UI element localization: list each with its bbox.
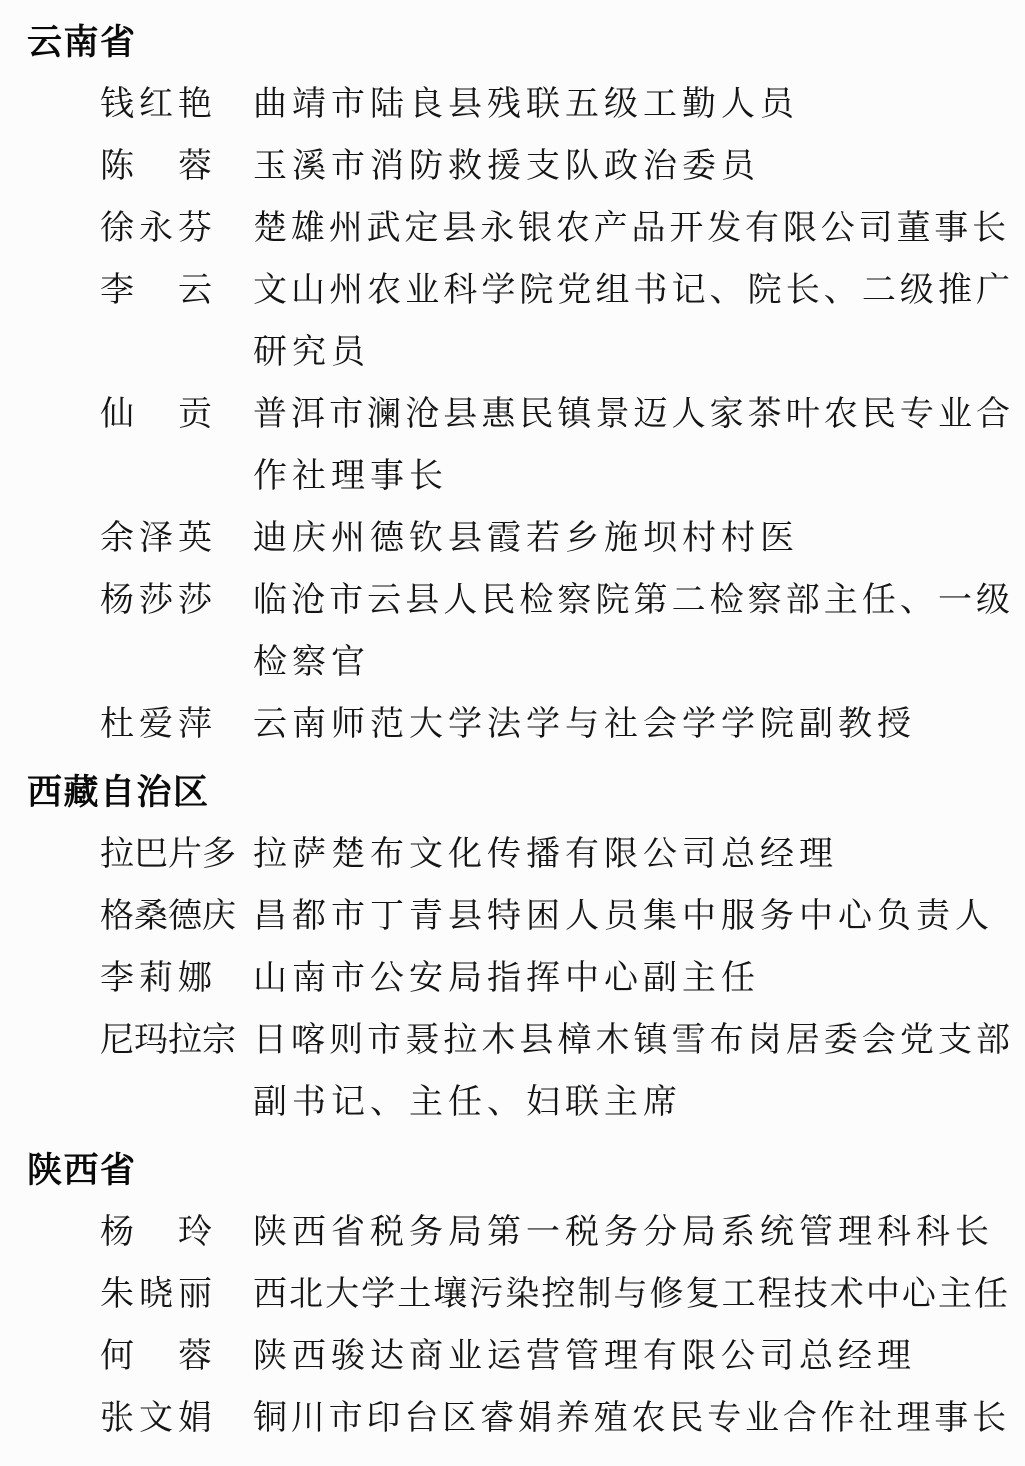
person-title bbox=[253, 198, 1010, 260]
person-name-char: 玲 bbox=[178, 1214, 212, 1251]
person-name-char: 蓉 bbox=[178, 1338, 212, 1375]
person-title bbox=[253, 948, 1010, 1010]
person-name-char: 拉 bbox=[100, 836, 134, 873]
person-title-line: 云南师范大学法学与社会学学院副教授 bbox=[253, 706, 916, 743]
person-name-char: 英 bbox=[178, 520, 212, 557]
person-title-line: 楚雄州武定县永银农产品开发有限公司董事长 bbox=[253, 210, 1010, 247]
roster-row bbox=[100, 198, 1025, 260]
person-name-char: 文 bbox=[139, 1400, 173, 1437]
person-title-line: 副书记、主任、妇联主席 bbox=[253, 1084, 682, 1121]
person-name-char: 莎 bbox=[178, 582, 212, 619]
person-name-char: 蓉 bbox=[178, 148, 212, 185]
person-title bbox=[253, 1202, 1010, 1264]
person-name-char: 泽 bbox=[139, 520, 173, 557]
person-title-line: 研究员 bbox=[253, 334, 370, 371]
person-name-char: 拉 bbox=[168, 1022, 202, 1059]
person-name-char: 庆 bbox=[202, 898, 236, 935]
person-title-line: 作社理事长 bbox=[253, 458, 448, 495]
roster-row bbox=[100, 1202, 1025, 1264]
province-header: 云南省 bbox=[27, 23, 137, 62]
person-title-line: 昌都市丁青县特困人员集中服务中心负责人 bbox=[253, 898, 994, 935]
person-name-char: 尼 bbox=[100, 1022, 134, 1059]
person-name-char: 徐 bbox=[100, 210, 134, 247]
roster-row bbox=[100, 948, 1025, 1010]
person-name-char: 格 bbox=[100, 898, 134, 935]
roster-row bbox=[100, 886, 1025, 948]
person-title bbox=[253, 1010, 1010, 1134]
person-name bbox=[100, 1202, 212, 1264]
person-name bbox=[100, 384, 212, 446]
person-title-line: 曲靖市陆良县残联五级工勤人员 bbox=[253, 86, 799, 123]
person-title bbox=[253, 74, 1010, 136]
person-name-char: 钱 bbox=[100, 86, 134, 123]
person-title bbox=[253, 570, 1010, 694]
person-name bbox=[100, 260, 212, 322]
roster-row bbox=[100, 824, 1025, 886]
person-title bbox=[253, 886, 1010, 948]
person-name bbox=[100, 1388, 212, 1450]
person-name-char: 娟 bbox=[178, 1400, 212, 1437]
person-name-char: 多 bbox=[202, 836, 236, 873]
person-name-char: 娜 bbox=[178, 960, 212, 997]
roster bbox=[27, 12, 1025, 1450]
province-header: 陕西省 bbox=[27, 1151, 137, 1190]
person-title-line: 陕西省税务局第一税务分局系统管理科科长 bbox=[253, 1214, 994, 1251]
person-name bbox=[100, 1010, 236, 1072]
person-title bbox=[253, 824, 1010, 886]
person-name-char: 德 bbox=[168, 898, 202, 935]
person-title-line: 陕西骏达商业运营管理有限公司总经理 bbox=[253, 1338, 916, 1375]
person-title-line: 普洱市澜沧县惠民镇景迈人家茶叶农民专业合 bbox=[253, 396, 1010, 433]
person-name-char: 片 bbox=[168, 836, 202, 873]
person-title bbox=[253, 508, 1010, 570]
roster-row bbox=[100, 1264, 1025, 1326]
person-name-char: 杜 bbox=[100, 706, 134, 743]
person-name bbox=[100, 198, 212, 260]
person-name-char: 朱 bbox=[100, 1276, 134, 1313]
person-name bbox=[100, 886, 236, 948]
person-name-char: 永 bbox=[139, 210, 173, 247]
person-title-line: 迪庆州德钦县霞若乡施坝村村医 bbox=[253, 520, 799, 557]
person-name-char: 何 bbox=[100, 1338, 134, 1375]
roster-row bbox=[100, 1326, 1025, 1388]
person-name bbox=[100, 570, 212, 632]
person-title-line: 西北大学土壤污染控制与修复工程技术中心主任 bbox=[253, 1276, 1011, 1313]
person-name-char: 余 bbox=[100, 520, 134, 557]
person-name bbox=[100, 948, 212, 1010]
person-title bbox=[253, 260, 1010, 384]
person-name-char: 莎 bbox=[139, 582, 173, 619]
person-title bbox=[253, 1326, 1010, 1388]
roster-row bbox=[100, 1388, 1025, 1450]
roster-row bbox=[100, 1010, 1025, 1134]
roster-row bbox=[100, 260, 1025, 384]
person-title bbox=[253, 384, 1010, 508]
person-title-line: 拉萨楚布文化传播有限公司总经理 bbox=[253, 836, 838, 873]
person-name-char: 巴 bbox=[134, 836, 168, 873]
person-name bbox=[100, 824, 236, 886]
person-title-line: 检察官 bbox=[253, 644, 370, 681]
person-title-line: 临沧市云县人民检察院第二检察部主任、一级 bbox=[253, 582, 1010, 619]
person-name-char: 杨 bbox=[100, 1214, 134, 1251]
person-name-char: 贡 bbox=[178, 396, 212, 433]
person-name bbox=[100, 1264, 212, 1326]
person-name-char: 莉 bbox=[139, 960, 173, 997]
person-name-char: 桑 bbox=[134, 898, 168, 935]
person-name-char: 丽 bbox=[178, 1276, 212, 1313]
person-title-line: 铜川市印台区睿娟养殖农民专业合作社理事长 bbox=[253, 1400, 1010, 1437]
person-name-char: 爱 bbox=[139, 706, 173, 743]
person-name-char: 玛 bbox=[134, 1022, 168, 1059]
person-name-char: 张 bbox=[100, 1400, 134, 1437]
person-name-char: 萍 bbox=[178, 706, 212, 743]
person-name bbox=[100, 508, 212, 570]
person-name-char: 李 bbox=[100, 272, 134, 309]
roster-row bbox=[100, 570, 1025, 694]
person-title bbox=[253, 694, 1010, 756]
person-name bbox=[100, 74, 212, 136]
person-name-char: 陈 bbox=[100, 148, 134, 185]
person-title bbox=[253, 1388, 1010, 1450]
person-name-char: 仙 bbox=[100, 396, 134, 433]
person-name-char: 宗 bbox=[202, 1022, 236, 1059]
person-title-line: 文山州农业科学院党组书记、院长、二级推广 bbox=[253, 272, 1010, 309]
person-name-char: 艳 bbox=[178, 86, 212, 123]
person-name bbox=[100, 1326, 212, 1388]
person-title bbox=[253, 1264, 1010, 1326]
person-name-char: 李 bbox=[100, 960, 134, 997]
person-name-char: 晓 bbox=[139, 1276, 173, 1313]
province-header: 西藏自治区 bbox=[27, 773, 210, 812]
roster-row bbox=[100, 384, 1025, 508]
person-name-char: 芬 bbox=[178, 210, 212, 247]
person-title-line: 山南市公安局指挥中心副主任 bbox=[253, 960, 760, 997]
person-title-line: 玉溪市消防救援支队政治委员 bbox=[253, 148, 760, 185]
person-name-char: 云 bbox=[178, 272, 212, 309]
person-name-char: 红 bbox=[139, 86, 173, 123]
roster-row bbox=[100, 508, 1025, 570]
roster-row bbox=[100, 74, 1025, 136]
person-name bbox=[100, 136, 212, 198]
person-name-char: 杨 bbox=[100, 582, 134, 619]
roster-row bbox=[100, 694, 1025, 756]
person-title-line: 日喀则市聂拉木县樟木镇雪布岗居委会党支部 bbox=[253, 1022, 1010, 1059]
person-name bbox=[100, 694, 212, 756]
roster-row bbox=[100, 136, 1025, 198]
person-title bbox=[253, 136, 1010, 198]
